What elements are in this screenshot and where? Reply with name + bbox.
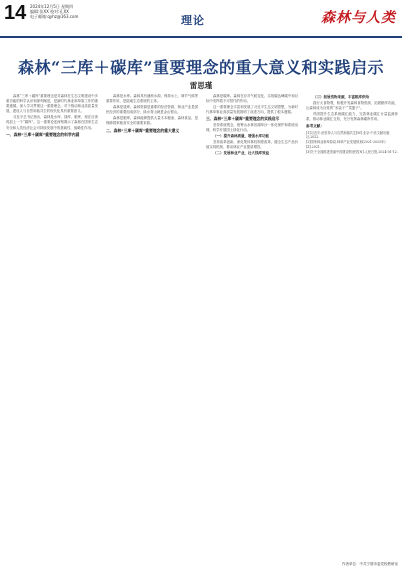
paragraph: 森林是水库。森林具有涵养水源、保持水土、调节气候等重要作用，是陆地生态系统的主体。: [106, 94, 198, 104]
section-title: 理论: [181, 14, 205, 27]
meta-email: 电子邮箱:qyhz@163.com: [30, 14, 79, 20]
section-heading: 一、森林“三库＋碳库”重要理念的科学内涵: [6, 131, 80, 137]
paragraph: 森林是碳库。森林在应对气候变化、实现碳达峰碳中和目标中发挥着不可替代的作用。: [206, 94, 298, 104]
reference-item: [3]关于全面推进美丽中国建设的意见[N].人民日报,2024-01-12.: [306, 149, 398, 154]
reference-item: [2]国家林业和草原局.林草产业发展规划(2021-2025年)[Z].2021.: [306, 140, 386, 150]
paragraph: 森林是粮库。森林能够提供大量木本粮油、森林食品，是保障国家粮食安全的重要来源。: [106, 116, 198, 126]
subheading: （一）提升森林质量，增强水库功能: [213, 133, 269, 138]
newspaper-logo: 森林与人类: [321, 10, 396, 26]
column-1: [6, 94, 98, 562]
column-3: [206, 94, 298, 562]
meta-date: 2024年12月5日 星期四: [30, 4, 74, 9]
article-body: [6, 94, 398, 562]
column-4: [306, 94, 398, 562]
section-heading: 三、森林“三库＋碳库”重要理念的实践启示: [206, 116, 280, 122]
article-title: 森林“三库＋碳库”重要理念的重大意义和实践启示: [18, 58, 384, 77]
subheading: （三）拓展食物来源，丰富粮库供给: [313, 95, 369, 99]
column-2: [106, 94, 198, 562]
paragraph: 践行大食物观，积极开发森林食物资源，拓展粮库功能，让森林成为百姓的“米袋子”“菜篮子”。: [306, 101, 398, 111]
article-author: 雷思瑾: [189, 81, 213, 90]
page-header: [0, 0, 402, 38]
issue-meta: [30, 4, 120, 20]
subheading: （二）发展林业产业，壮大钱库效益: [213, 151, 269, 156]
reference-item: [1]习近平.论坚持人与自然和谐共生[M].北京:中央文献出版社,2022.: [306, 130, 390, 140]
paragraph: 这一重要理念丰富和发展了习近平生态文明思想，为新时代林草事业高质量发展指明了前进方向、提供了根本遵循。: [206, 105, 298, 115]
section-heading: 二、森林“三库＋碳库”重要理念的重大意义: [106, 127, 180, 133]
paragraph: 森林是钱库。森林资源是重要的经济资源，林业产业是国民经济的重要组成部分，绿水青山就是金山银山。: [106, 105, 198, 115]
page-number: 14: [4, 2, 27, 24]
paragraph: 坚持改革创新，深化集体林权制度改革，健全生态产品价值实现机制，推动林业产业提质增效。: [206, 140, 298, 150]
meta-editor: 编辑:张XX 校对:孔XX: [30, 9, 69, 15]
references-title: 参考文献：: [306, 124, 324, 129]
paragraph: 习近平总书记指出，森林是水库、钱库、粮库，现在应该再加上一个“碳库”。这一重要论述深刻揭示了森林在国家生态安全和人类经济社会可持续发展中的基础性、战略性作用。: [6, 115, 98, 130]
paragraph: 森林“三库＋碳库”重要理念是对森林在生态文明建设中多重功能的科学认识和深刻阐述，是新时代林业和草原工作的重要遵循。深入学习贯彻这一重要理念，对于推动林业高质量发展、建设人与自然和谐共生的现代化具有重要意义。: [6, 94, 98, 114]
author-affiliation: 作者单位：中共宁德市委党校教研室: [342, 562, 398, 566]
paragraph: 坚持系统观念，统筹山水林田湖草沙一体化保护和系统治理，科学开展国土绿化行动。: [206, 122, 298, 132]
paragraph: 巩固提升生态系统碳汇能力，完善林业碳汇计量监测体系，推动林业碳汇交易，充分发挥森林碳库作用。: [306, 112, 398, 122]
